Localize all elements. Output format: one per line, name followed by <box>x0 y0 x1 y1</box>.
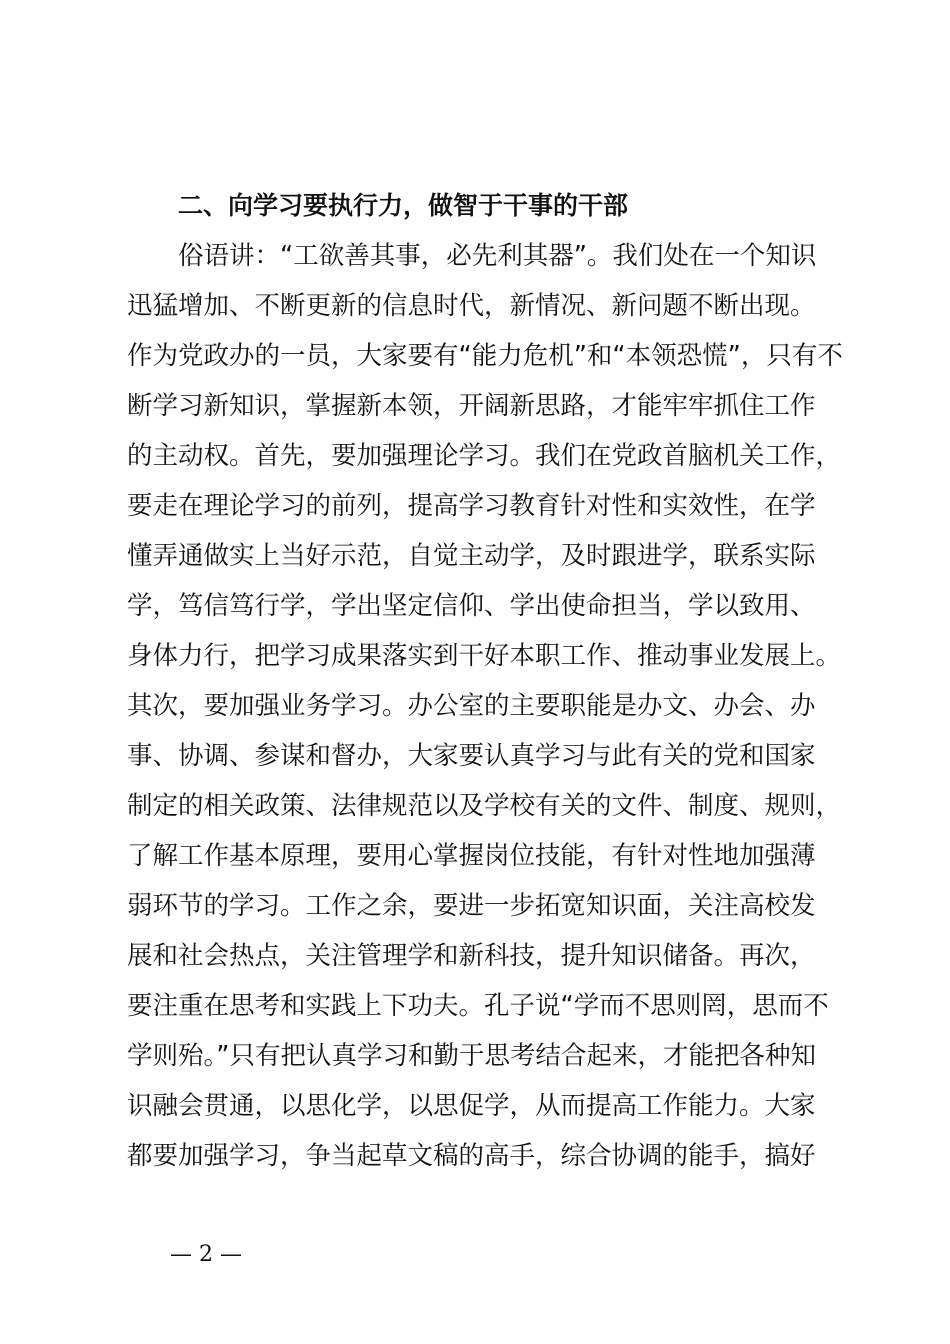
paragraph-line: 懂弄通做实上当好示范，自觉主动学，及时跟进学，联系实际 <box>127 541 816 571</box>
paragraph-line: 了解工作基本原理，要用心掌握岗位技能，有针对性地加强薄 <box>127 841 816 871</box>
paragraph-line: 弱环节的学习。工作之余，要进一步拓宽知识面，关注高校发 <box>127 891 816 921</box>
paragraph-line: 事、协调、参谋和督办，大家要认真学习与此有关的党和国家 <box>127 741 816 771</box>
paragraph-line: 学则殆。”只有把认真学习和勤于思考结合起来，才能把各种知 <box>127 1041 816 1071</box>
paragraph-line: 制定的相关政策、法律规范以及学校有关的文件、制度、规则， <box>127 791 842 821</box>
paragraph-line: 迅猛增加、不断更新的信息时代，新情况、新问题不断出现。 <box>127 291 816 321</box>
paragraph-line: 身体力行，把学习成果落实到干好本职工作、推动事业发展上。 <box>127 641 842 671</box>
paragraph-line: 学，笃信笃行学，学出坚定信仰、学出使命担当，学以致用、 <box>127 591 816 621</box>
paragraph-line: 其次，要加强业务学习。办公室的主要职能是办文、办会、办 <box>127 691 816 721</box>
paragraph-line: 要走在理论学习的前列，提高学习教育针对性和实效性，在学 <box>127 491 816 521</box>
paragraph-line: 断学习新知识，掌握新本领，开阔新思路，才能牢牢抓住工作 <box>127 391 816 421</box>
paragraph-line: 要注重在思考和实践上下功夫。孔子说“学而不思则罔，思而不 <box>127 991 829 1021</box>
paragraph-line: 展和社会热点，关注管理学和新科技，提升知识储备。再次， <box>127 941 816 971</box>
section-heading: 二、向学习要执行力，做智于干事的干部 <box>178 191 629 220</box>
paragraph-line: 的主动权。首先，要加强理论学习。我们在党政首脑机关工作， <box>127 441 842 471</box>
paragraph-line: 都要加强学习，争当起草文稿的高手，综合协调的能手，搞好 <box>127 1141 816 1171</box>
page-number: — 2 — <box>170 1242 242 1267</box>
paragraph-line: 俗语讲：“工欲善其事，必先利其器”。我们处在一个知识 <box>178 241 817 271</box>
paragraph-line: 作为党政办的一员，大家要有“能力危机”和“本领恐慌”，只有不 <box>127 341 843 371</box>
paragraph-line: 识融会贯通，以思化学，以思促学，从而提高工作能力。大家 <box>127 1091 816 1121</box>
body-paragraph <box>127 236 857 1186</box>
